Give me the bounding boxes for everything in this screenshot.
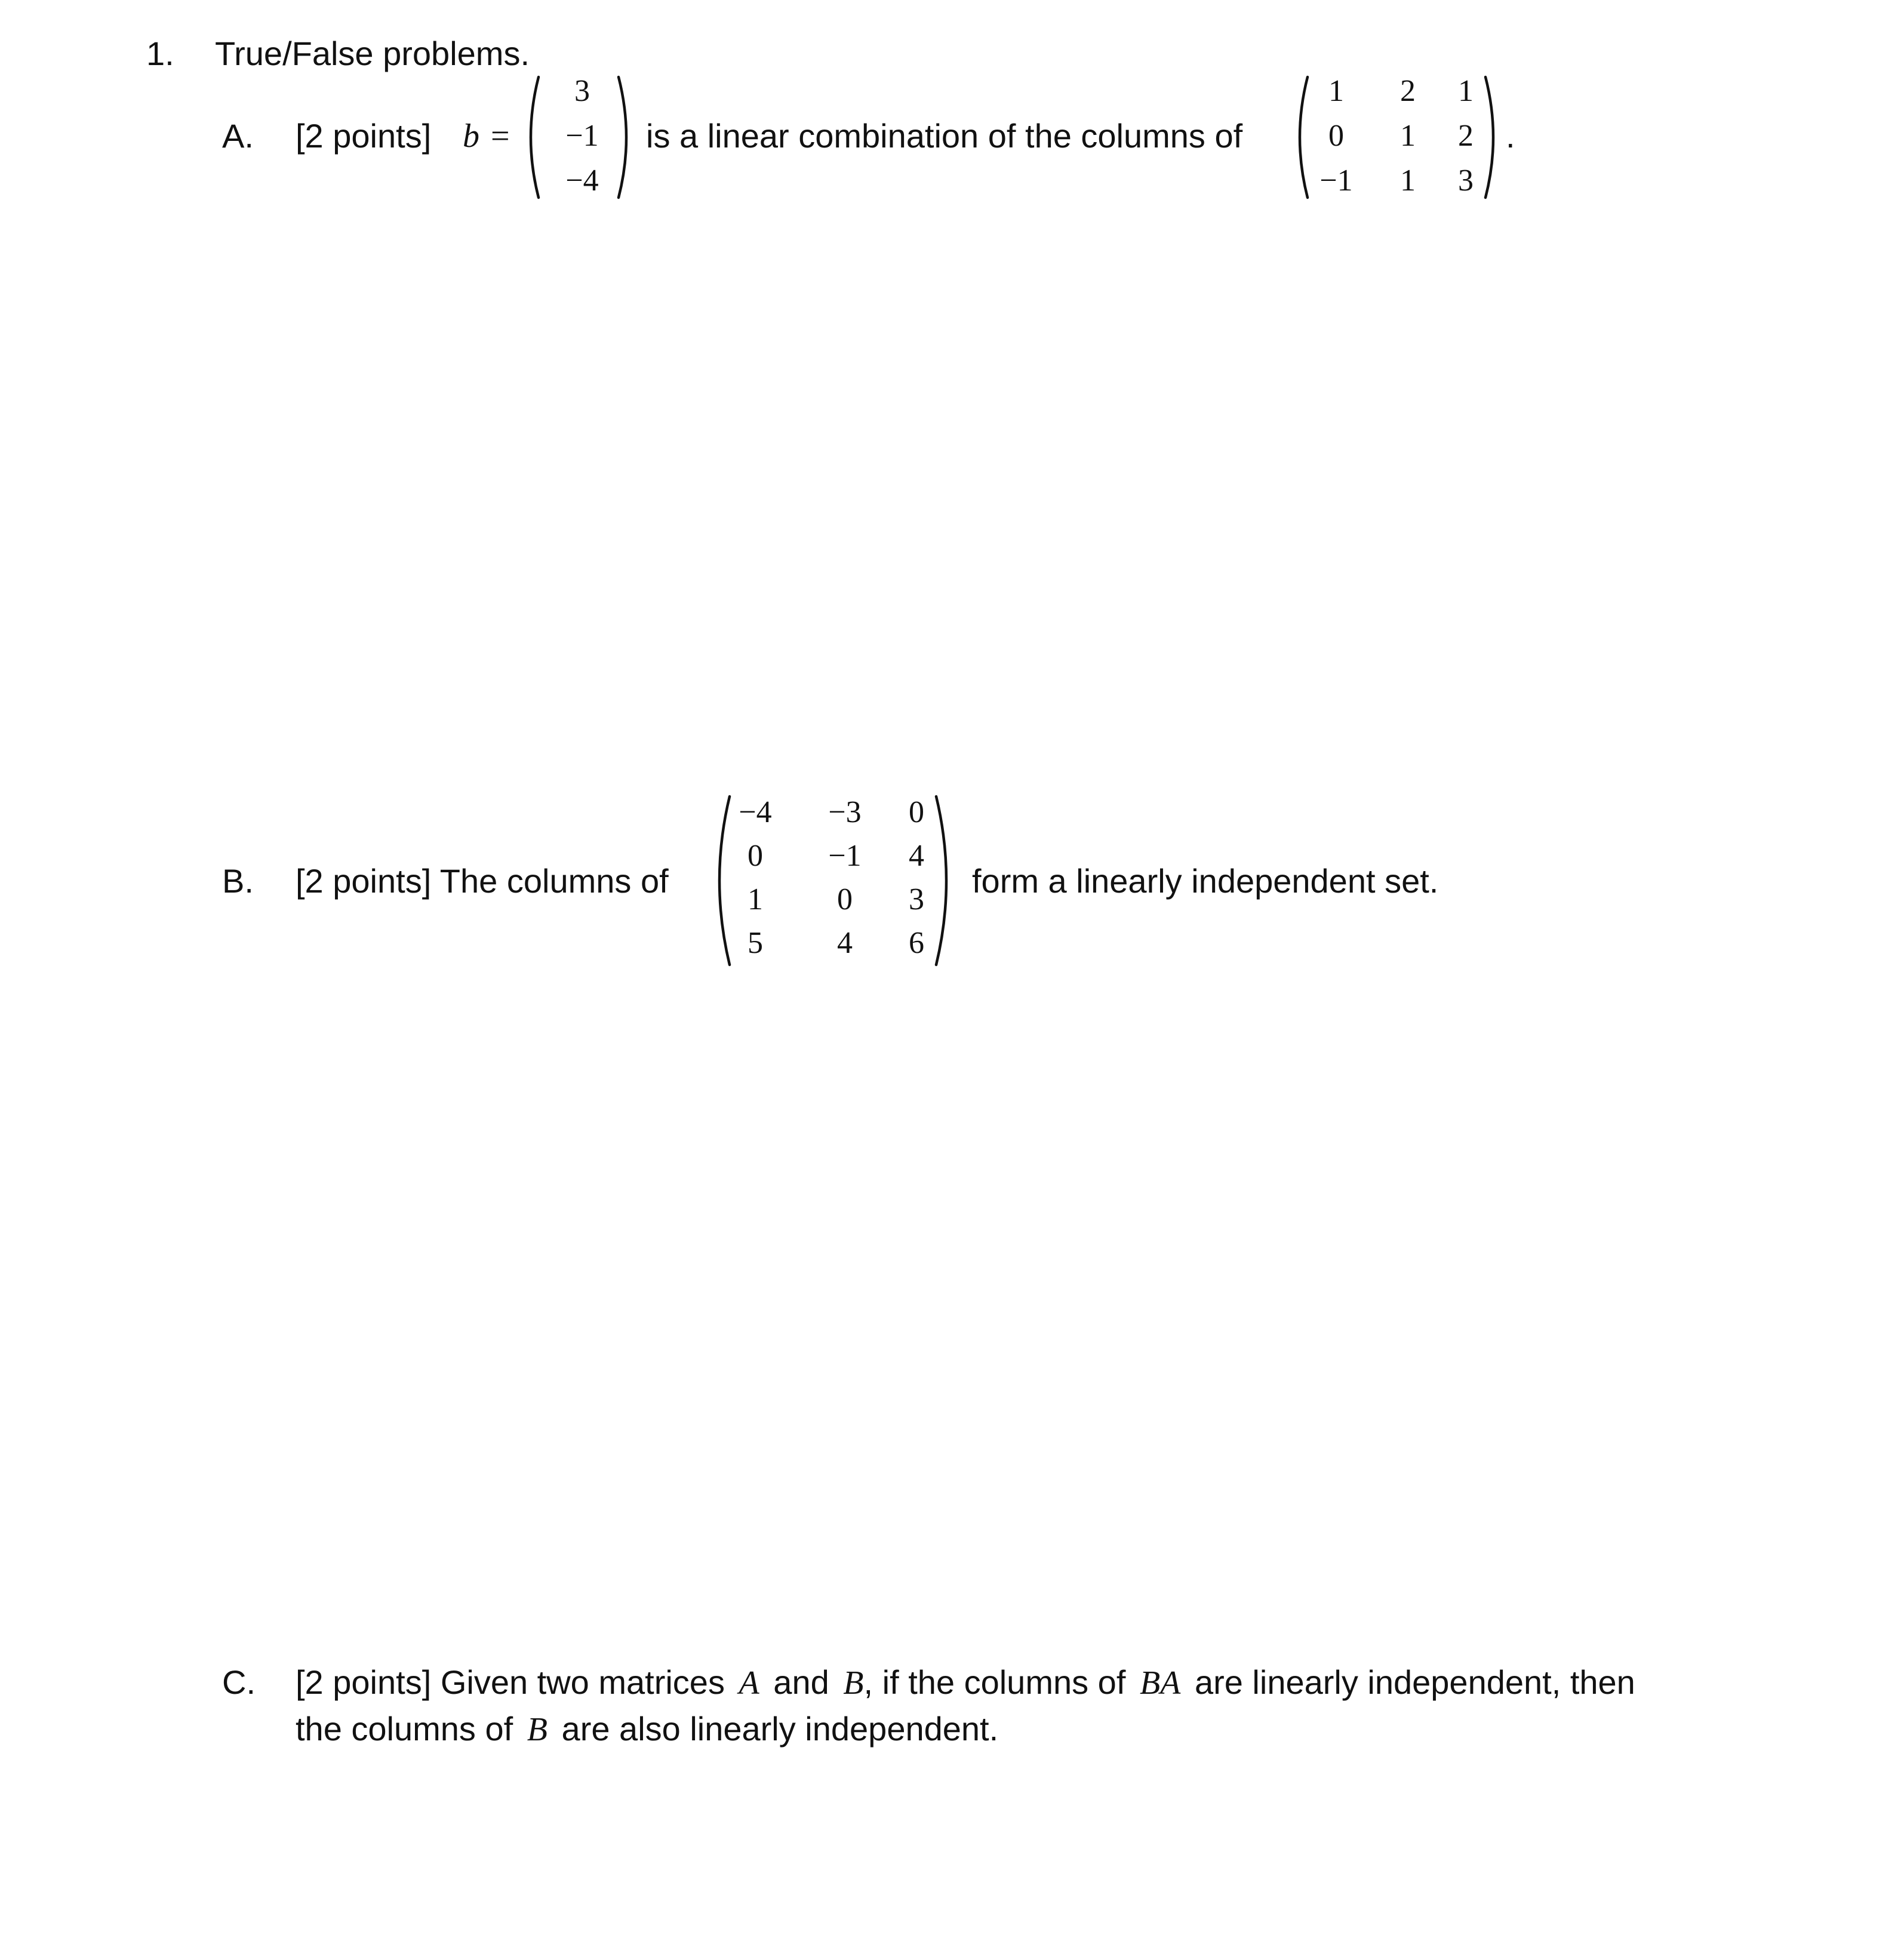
item-b-matrix-entry: −1: [828, 839, 862, 873]
item-c-math-ba: BA: [1139, 1665, 1181, 1702]
item-a-matrix-entry: 1: [1458, 74, 1474, 108]
problem-number: 1.: [146, 35, 174, 72]
item-a-statement: is a linear combination of the columns of: [646, 117, 1243, 155]
problem-title: True/False problems.: [215, 35, 530, 72]
item-b-matrix-entry: 3: [909, 882, 924, 916]
item-b-matrix-entry: 6: [909, 926, 924, 960]
item-c-text: are linearly independent, then: [1194, 1663, 1635, 1701]
item-a-letter: A.: [222, 117, 254, 155]
item-b-matrix-entry: 0: [748, 839, 763, 873]
item-a-points: [2 points]: [296, 117, 432, 155]
item-a-matrix-right-paren: [1481, 75, 1505, 200]
item-a-vector-left-paren: [519, 75, 543, 200]
item-b-matrix-entry: 0: [837, 882, 853, 916]
item-a-equals: =: [491, 118, 510, 155]
item-a-vector-right-paren: [614, 75, 638, 200]
item-b-statement-end: form a linearly independent set.: [972, 862, 1439, 900]
item-a-matrix-entry: 1: [1400, 119, 1416, 153]
item-b-matrix-right-paren: [931, 794, 961, 967]
item-b-matrix-entry: 5: [748, 926, 763, 960]
item-a-matrix-entry: 2: [1458, 119, 1474, 153]
item-a-matrix-entry: 2: [1400, 74, 1416, 108]
item-a-vector-entry: 3: [574, 74, 590, 108]
item-a-matrix-entry: 0: [1328, 119, 1344, 153]
item-a-period: .: [1506, 117, 1515, 155]
item-a-vector-entry: −4: [565, 164, 599, 198]
item-c-line-1: [296, 1663, 1635, 1702]
item-c-math-b: B: [527, 1711, 547, 1748]
item-a-b-variable: b: [463, 118, 479, 155]
item-c-line-2: [296, 1712, 998, 1746]
item-c-text: are also linearly independent.: [561, 1710, 999, 1748]
item-a-matrix-entry: 3: [1458, 164, 1474, 198]
item-c-text: the columns of: [296, 1710, 513, 1748]
item-b-matrix-entry: 4: [837, 926, 853, 960]
item-b-letter: B.: [222, 862, 254, 900]
item-c-math-b: B: [843, 1665, 864, 1702]
item-b-matrix-entry: −4: [739, 795, 772, 829]
item-a-matrix-entry: 1: [1328, 74, 1344, 108]
item-b-matrix-entry: 0: [909, 795, 924, 829]
item-c-text: and: [773, 1663, 829, 1701]
item-b-matrix-entry: 1: [748, 882, 763, 916]
item-b-matrix-entry: −3: [828, 795, 862, 829]
item-c-text: , if the columns of: [863, 1663, 1126, 1701]
item-a-vector-entry: −1: [565, 119, 599, 153]
item-b-statement: [2 points] The columns of: [296, 862, 669, 900]
item-a-matrix-entry: 1: [1400, 164, 1416, 198]
item-c-text: [2 points] Given two matrices: [296, 1663, 725, 1701]
item-a-matrix-entry: −1: [1319, 164, 1353, 198]
item-c-letter: C.: [222, 1663, 256, 1701]
item-c-math-a: A: [739, 1665, 759, 1702]
item-b-matrix-entry: 4: [909, 839, 924, 873]
